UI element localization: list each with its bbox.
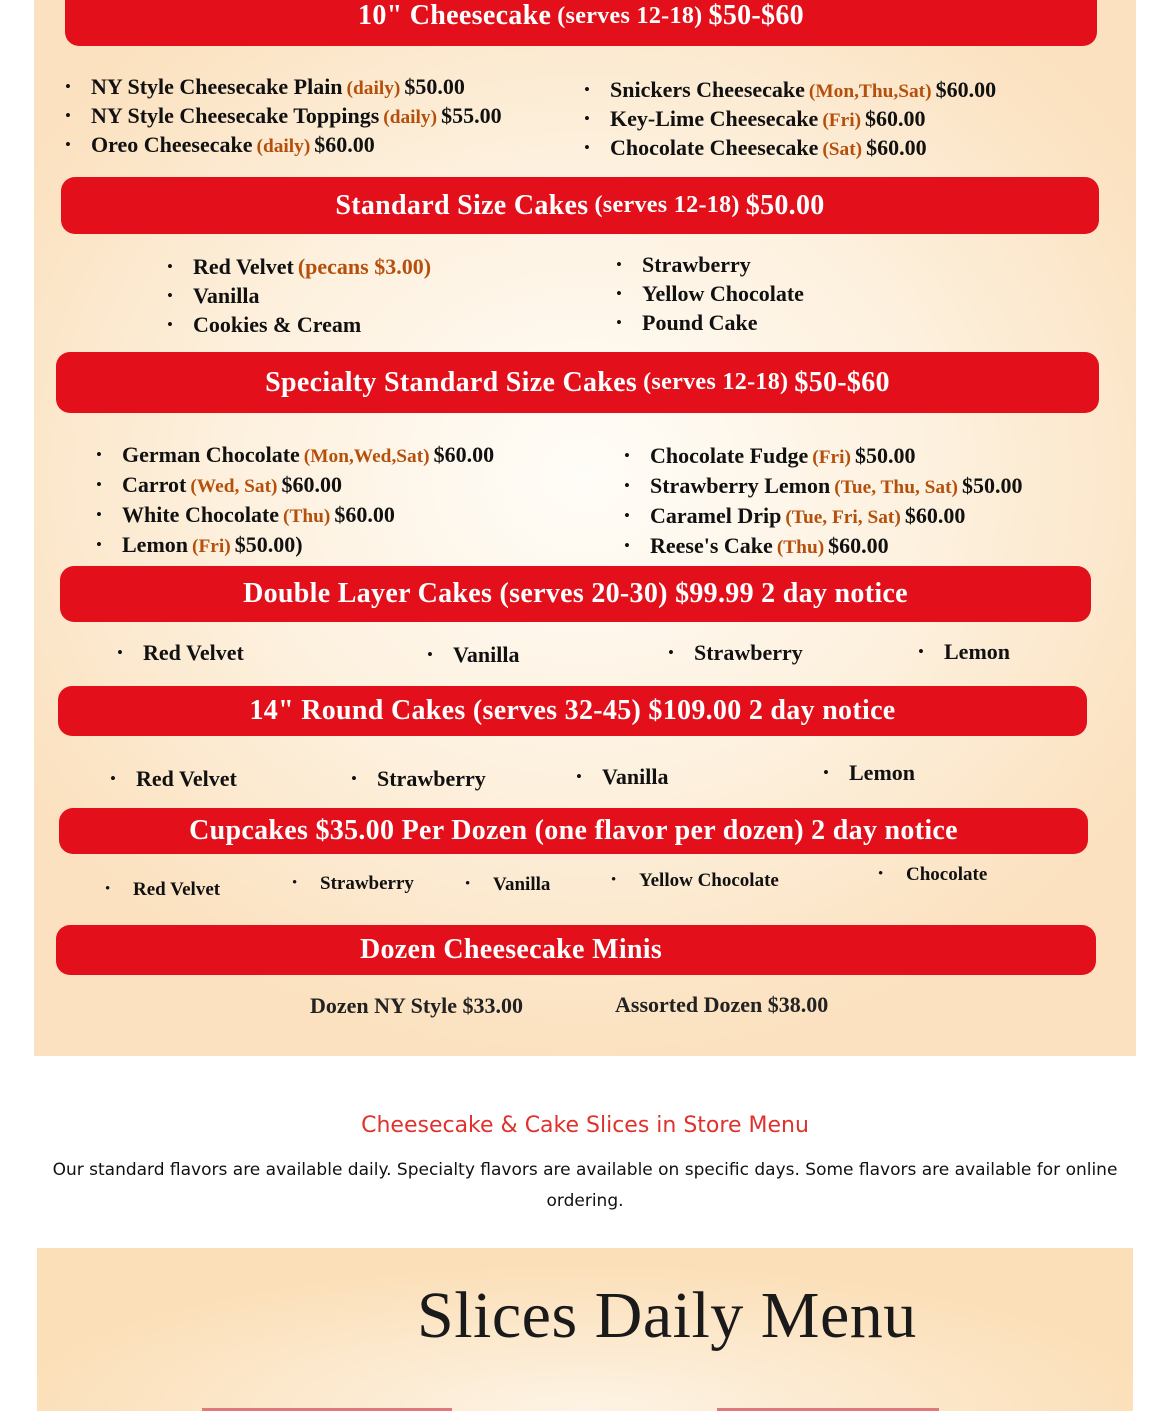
specialty-cakes-band [56,352,1099,413]
list-item: • Lemon (Fri) $50.00) [122,534,303,556]
cheesecake-minis-band [56,925,1096,975]
band-serves: (serves 12-18) [643,369,789,395]
band-title: Double Layer Cakes (serves 20-30) $99.99 2 day notice [243,578,908,609]
list-item: • Yellow Chocolate [642,283,804,305]
list-item: • Chocolate Cheesecake (Sat) $60.00 [610,137,927,159]
slices-daily-menu-banner [37,1248,1133,1411]
list-item: • Strawberry [377,768,486,790]
list-item: • NY Style Cheesecake Toppings (daily) $55.00 [91,105,502,127]
list-item: • Reese's Cake (Thu) $60.00 [650,535,889,557]
band-serves: (serves 12-18) [594,192,740,218]
band-title: Dozen Cheesecake Minis [359,934,663,965]
cake-menu-poster [34,0,1136,1056]
list-item: • Red Velvet (pecans $3.00) [193,256,435,278]
list-item: • Strawberry [642,254,751,276]
list-item: • Oreo Cheesecake (daily) $60.00 [91,134,375,156]
band-title: Cupcakes $35.00 Per Dozen (one flavor per dozen) 2 day notice [189,815,958,846]
banner-title: Slices Daily Menu [417,1279,917,1352]
list-item: • Strawberry Lemon (Tue, Thu, Sat) $50.00 [650,475,1023,497]
list-item: • German Chocolate (Mon,Wed,Sat) $60.00 [122,444,494,466]
band-title: Specialty Standard Size Cakes [265,366,638,398]
slices-menu-description: Our standard flavors are available daily. Specialty flavors are available on specific days. Some flavors are available for online ordering. [52,1160,1118,1211]
list-item: • Pound Cake [642,312,758,334]
band-title: 10" Cheesecake [358,0,552,31]
double-layer-band [60,566,1091,622]
list-item: • Caramel Drip (Tue, Fri, Sat) $60.00 [650,505,965,527]
standard-cakes-band [61,177,1099,234]
band-title: 14" Round Cakes (serves 32-45) $109.00 2 day notice [249,695,896,726]
list-item: • Strawberry [694,642,803,664]
list-item: • Vanilla [193,285,259,307]
list-item: • Red Velvet [133,880,220,899]
list-item: • White Chocolate (Thu) $60.00 [122,504,395,526]
list-item: • Red Velvet [136,768,237,790]
list-item: • Chocolate Fudge (Fri) $50.00 [650,445,915,467]
minis-assorted: Assorted Dozen $38.00 [615,992,829,1017]
list-item: • Yellow Chocolate [639,871,779,890]
list-item: • Red Velvet [143,642,244,664]
band-price: $50-$60 [708,0,804,31]
list-item: • NY Style Cheesecake Plain (daily) $50.00 [91,76,465,98]
band-serves: (serves 12-18) [557,2,703,29]
list-item: • Strawberry [320,874,414,893]
round-14-band [58,686,1087,736]
list-item: • Vanilla [602,766,668,788]
band-title: Standard Size Cakes [335,189,589,221]
cheesecake-10-band [65,0,1097,46]
list-item: • Cookies & Cream [193,314,361,336]
list-item: • Carrot (Wed, Sat) $60.00 [122,474,342,496]
list-item: • Chocolate [906,865,987,884]
list-item: • Lemon [944,641,1010,663]
list-item: • Vanilla [493,875,550,894]
list-item: • Snickers Cheesecake (Mon,Thu,Sat) $60.00 [610,79,996,101]
minis-ny-style: Dozen NY Style $33.00 [310,993,524,1018]
list-item: • Lemon [849,762,915,784]
cupcakes-band [59,808,1088,854]
band-price: $50.00 [745,189,825,221]
band-price: $50-$60 [794,366,890,398]
slices-menu-heading: Cheesecake & Cake Slices in Store Menu [361,1113,809,1138]
list-item: • Vanilla [453,644,519,666]
list-item: • Key-Lime Cheesecake (Fri) $60.00 [610,108,926,130]
